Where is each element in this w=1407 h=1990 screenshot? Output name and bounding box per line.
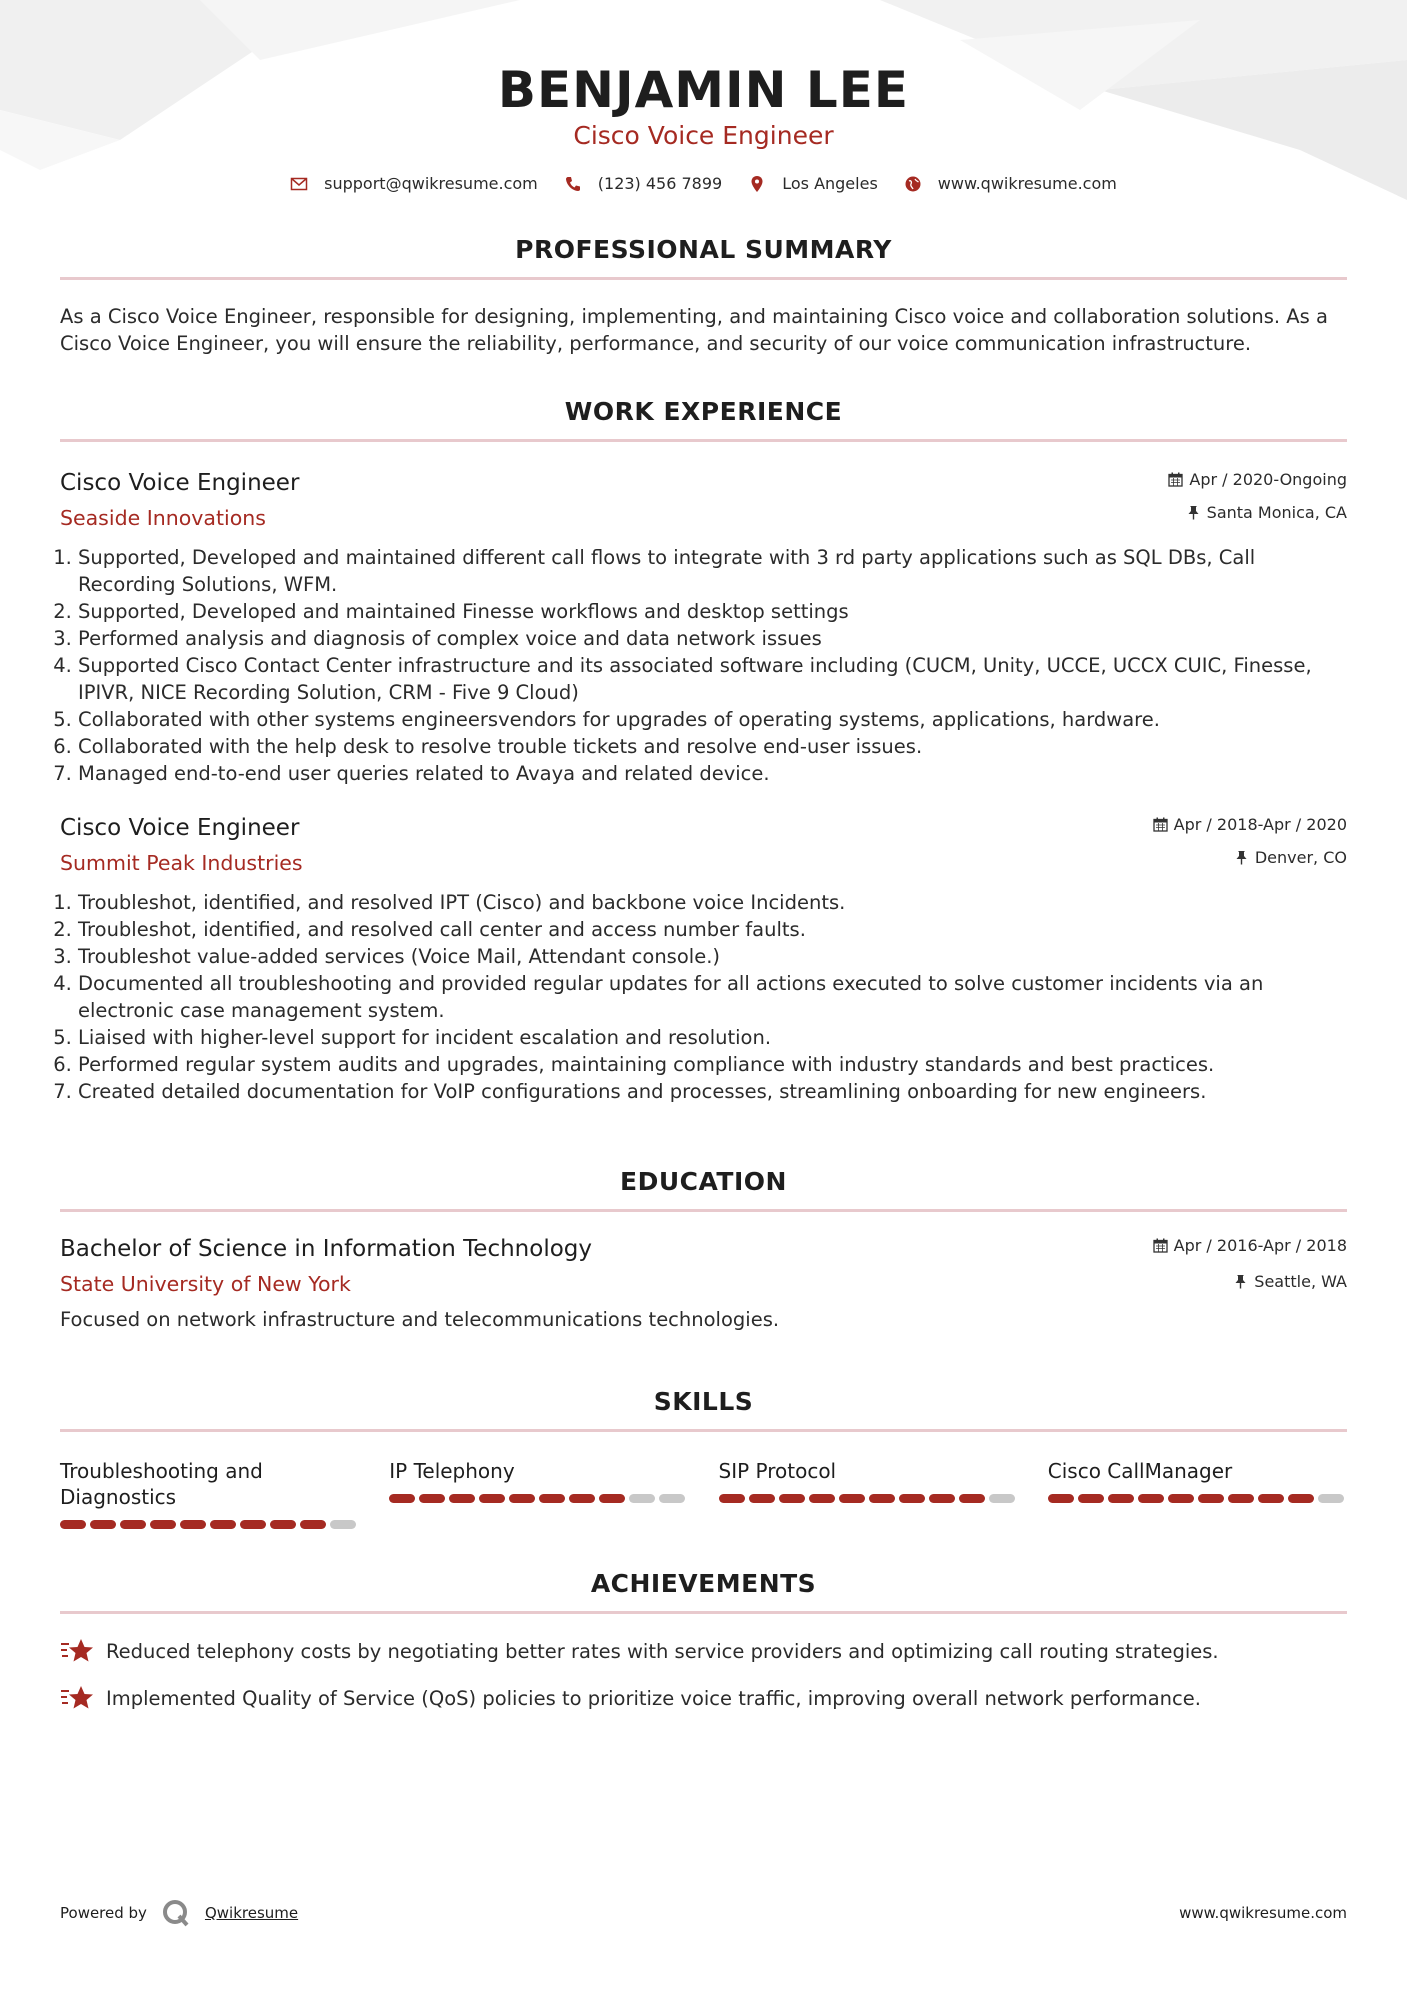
job-company: Summit Peak Industries — [60, 851, 303, 875]
candidate-name: BENJAMIN LEE — [497, 61, 910, 119]
list-item: 6. Collaborated with the help desk to resolve trouble tickets and resolve end-user issues. — [78, 733, 1347, 760]
skill-name: SIP Protocol — [718, 1459, 837, 1483]
experience-section — [60, 397, 1347, 1105]
skill-dot-empty — [330, 1520, 356, 1529]
skill-dot-empty — [989, 1494, 1015, 1503]
skill-rating — [389, 1494, 688, 1503]
skill-dot-filled — [389, 1494, 415, 1503]
skill-dot-filled — [839, 1494, 865, 1503]
skill-dot-filled — [1048, 1494, 1074, 1503]
job-bullets — [60, 544, 1347, 787]
summary-heading: PROFESSIONAL SUMMARY — [515, 235, 892, 264]
job-bullets — [60, 889, 1347, 1105]
summary-section — [60, 235, 1347, 357]
pushpin-icon — [1186, 505, 1201, 520]
skill-dot-filled — [1198, 1494, 1224, 1503]
job-date: Apr / 2020-Ongoing — [1189, 469, 1347, 489]
section-divider — [60, 1429, 1347, 1432]
skill-dot-filled — [959, 1494, 985, 1503]
skill-dot-filled — [449, 1494, 475, 1503]
contact-email-text: support@qwikresume.com — [324, 174, 538, 193]
skill-dot-filled — [240, 1520, 266, 1529]
skill-dot-filled — [90, 1520, 116, 1529]
skill-dot-filled — [809, 1494, 835, 1503]
achievements-list — [60, 1636, 1347, 1713]
skill-dot-filled — [210, 1520, 236, 1529]
skill-dot-filled — [1108, 1494, 1134, 1503]
education-degree: Bachelor of Science in Information Technology — [60, 1236, 592, 1262]
skill-dot-filled — [749, 1494, 775, 1503]
resume-footer — [60, 1898, 1347, 1928]
job-entry — [60, 813, 1347, 1105]
education-heading: EDUCATION — [620, 1167, 787, 1196]
education-school: State University of New York — [60, 1272, 351, 1296]
envelope-icon — [290, 175, 308, 193]
skill-dot-filled — [569, 1494, 595, 1503]
achievements-heading: ACHIEVEMENTS — [590, 1569, 817, 1598]
education-date: Apr / 2016-Apr / 2018 — [1173, 1235, 1347, 1255]
list-item: 2. Supported, Developed and maintained Finesse workflows and desktop settings — [78, 598, 1347, 625]
skill-dot-filled — [60, 1520, 86, 1529]
map-marker-icon — [748, 175, 766, 193]
contact-location-text: Los Angeles — [782, 174, 878, 193]
list-item: 5. Liaised with higher-level support for incident escalation and resolution. — [78, 1024, 1347, 1051]
achievements-section — [60, 1569, 1347, 1713]
achievement-text: Reduced telephony costs by negotiating better rates with service providers and optimizing call routing strategies. — [106, 1639, 1219, 1663]
list-item: 3. Performed analysis and diagnosis of complex voice and data network issues — [78, 625, 1347, 652]
skill-dot-filled — [869, 1494, 895, 1503]
skill-dot-empty — [1318, 1494, 1344, 1503]
job-role: Cisco Voice Engineer — [60, 470, 300, 496]
globe-icon — [904, 175, 922, 193]
section-divider — [60, 277, 1347, 280]
skill-rating — [1048, 1494, 1347, 1503]
candidate-title: Cisco Voice Engineer — [573, 121, 834, 150]
contact-phone[interactable] — [564, 174, 722, 193]
skill-dot-filled — [779, 1494, 805, 1503]
list-item: 2. Troubleshot, identified, and resolved call center and access number faults. — [78, 916, 1347, 943]
skill-dot-filled — [599, 1494, 625, 1503]
qwikresume-logo-icon — [161, 1898, 191, 1928]
job-company: Seaside Innovations — [60, 506, 266, 530]
section-divider — [60, 439, 1347, 442]
skill-dot-filled — [1288, 1494, 1314, 1503]
skill-item — [1048, 1458, 1347, 1529]
education-location: Seattle, WA — [1254, 1271, 1347, 1291]
powered-by-label: Powered by — [60, 1904, 147, 1922]
contact-website-text: www.qwikresume.com — [937, 174, 1117, 193]
skill-dot-empty — [629, 1494, 655, 1503]
job-date: Apr / 2018-Apr / 2020 — [1173, 814, 1347, 834]
list-item: 6. Performed regular system audits and upgrades, maintaining compliance with industry standards and best practices. — [78, 1051, 1347, 1078]
job-entry — [60, 468, 1347, 787]
skills-section — [60, 1387, 1347, 1529]
skill-dot-filled — [1138, 1494, 1164, 1503]
section-divider — [60, 1611, 1347, 1614]
experience-heading: WORK EXPERIENCE — [564, 397, 843, 426]
skill-dot-empty — [659, 1494, 685, 1503]
list-item: 4. Documented all troubleshooting and provided regular updates for all actions executed to solve customer incidents via an electronic case management system. — [78, 970, 1347, 1024]
skill-dot-filled — [899, 1494, 925, 1503]
list-item: 5. Collaborated with other systems engineersvendors for upgrades of operating systems, applications, hardware. — [78, 706, 1347, 733]
summary-text: As a Cisco Voice Engineer, responsible for designing, implementing, and maintaining Cisco voice and collaboration solutions. As a Cisco Voice Engineer, you will ensure the reliability, performance, and security of our voice communication infrastructure. — [60, 305, 1328, 355]
star-award-icon — [60, 1636, 96, 1666]
achievement-text: Implemented Quality of Service (QoS) policies to prioritize voice traffic, improving overall network performance. — [106, 1686, 1201, 1710]
skill-dot-filled — [150, 1520, 176, 1529]
contact-email[interactable] — [290, 174, 538, 193]
list-item: 3. Troubleshot value-added services (Voice Mail, Attendant console.) — [78, 943, 1347, 970]
skill-item — [389, 1458, 688, 1529]
achievement-item — [60, 1683, 1347, 1713]
resume-header — [60, 0, 1347, 193]
calendar-icon — [1153, 1238, 1168, 1253]
skill-dot-filled — [719, 1494, 745, 1503]
education-entry — [60, 1234, 1347, 1333]
list-item: 7. Managed end-to-end user queries related to Avaya and related device. — [78, 760, 1347, 787]
skill-dot-filled — [539, 1494, 565, 1503]
list-item: 1. Supported, Developed and maintained different call flows to integrate with 3 rd party applications such as SQL DBs, Call Recording Solutions, WFM. — [78, 544, 1347, 598]
list-item: 4. Supported Cisco Contact Center infrastructure and its associated software including (CUCM, Unity, UCCE, UCCX CUIC, Finesse, IPIVR, NICE Recording Solution, CRM - Five 9 Cloud) — [78, 652, 1347, 706]
contact-website[interactable] — [904, 174, 1117, 193]
calendar-icon — [1168, 472, 1183, 487]
skill-dot-filled — [180, 1520, 206, 1529]
skill-item — [60, 1458, 359, 1529]
skill-dot-filled — [479, 1494, 505, 1503]
qwikresume-link[interactable]: Qwikresume — [204, 1904, 299, 1922]
section-divider — [60, 1209, 1347, 1212]
contact-bar — [60, 174, 1347, 193]
skill-name: IP Telephony — [389, 1459, 515, 1483]
education-section — [60, 1167, 1347, 1333]
phone-icon — [564, 175, 582, 193]
skill-dot-filled — [270, 1520, 296, 1529]
skill-dot-filled — [120, 1520, 146, 1529]
job-role: Cisco Voice Engineer — [60, 815, 300, 841]
pushpin-icon — [1233, 1274, 1248, 1289]
skill-dot-filled — [1168, 1494, 1194, 1503]
education-description: Focused on network infrastructure and telecommunications technologies. — [60, 1308, 780, 1331]
calendar-icon — [1153, 817, 1168, 832]
skill-dot-filled — [419, 1494, 445, 1503]
star-award-icon — [60, 1683, 96, 1713]
skill-dot-filled — [1078, 1494, 1104, 1503]
skill-dot-filled — [509, 1494, 535, 1503]
skill-rating — [60, 1520, 359, 1529]
skill-dot-filled — [1228, 1494, 1254, 1503]
list-item: 1. Troubleshot, identified, and resolved IPT (Cisco) and backbone voice Incidents. — [78, 889, 1347, 916]
skills-heading: SKILLS — [653, 1387, 754, 1416]
achievement-item — [60, 1636, 1347, 1666]
contact-phone-text: (123) 456 7899 — [597, 174, 723, 193]
skill-dot-filled — [1258, 1494, 1284, 1503]
skill-name: Cisco CallManager — [1047, 1459, 1233, 1483]
skill-item — [719, 1458, 1018, 1529]
list-item: 7. Created detailed documentation for VoIP configurations and processes, streamlining onboarding for new engineers. — [78, 1078, 1347, 1105]
pushpin-icon — [1234, 850, 1249, 865]
skill-dot-filled — [929, 1494, 955, 1503]
job-location: Denver, CO — [1254, 847, 1347, 867]
skill-dot-filled — [300, 1520, 326, 1529]
skill-rating — [719, 1494, 1018, 1503]
contact-location — [748, 174, 878, 193]
skill-name: Troubleshooting and Diagnostics — [60, 1459, 263, 1509]
skills-grid — [60, 1458, 1347, 1529]
footer-url[interactable]: www.qwikresume.com — [1179, 1904, 1347, 1922]
job-location: Santa Monica, CA — [1206, 502, 1347, 522]
